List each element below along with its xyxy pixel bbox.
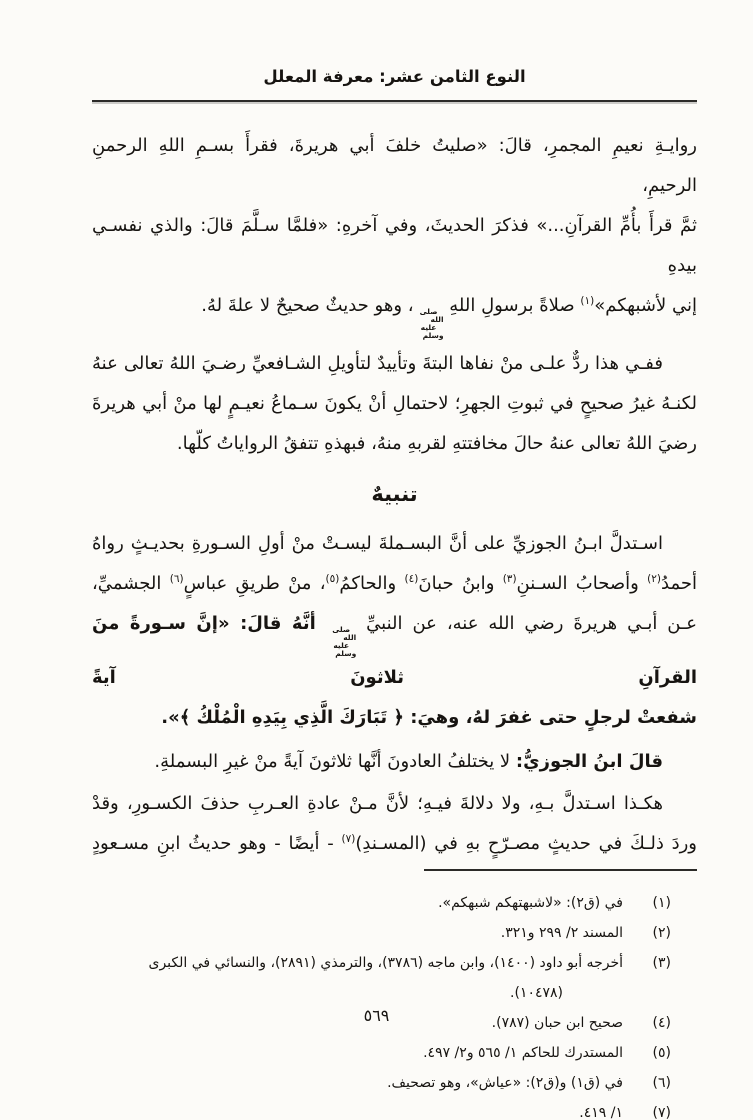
footnote-text: في (ق١) و(ق٢): «عياش»، وهو تصحيف. [387, 1075, 623, 1091]
body-line [92, 286, 697, 340]
text-column [92, 0, 697, 1120]
hadith-text: شفعتْ لرجلٍ حتى غفرَ لهُ، وهيَ: [403, 707, 697, 728]
footnote-number: (٥) [652, 1045, 671, 1061]
footnote-continuation: (١٠٤٧٨). [510, 985, 563, 1001]
footnote [92, 1068, 697, 1098]
footnote-number: (٧) [652, 1105, 671, 1120]
footnote [92, 1098, 697, 1120]
body-text: إني لأشبهكم»$^{(١)}$ صلاةً برسولِ اللهِ [443, 295, 697, 316]
body-line [92, 604, 697, 698]
footnote [92, 918, 697, 948]
body-line [92, 742, 697, 782]
body-line: وردَ ذلـكَ في حديثٍ مصـرّحٍ بهِ في (المسـندِ)$^{(٧)}$ - أيضًا - وهو حديثُ ابنِ مسـعودٍ [92, 833, 697, 854]
footnote-number: (٦) [652, 1075, 671, 1091]
pbuh-line: صلى الله [332, 625, 357, 642]
body-line: اسـتدلَّ ابـنُ الجوزيِّ على أنَّ البسـملةَ ليسـتْ منْ أولِ السـورةِ بحديـثٍ رواهُ [92, 533, 663, 554]
page-number: ٥٦٩ [363, 1006, 390, 1025]
body-line: ثمَّ قرأَ بأُمِّ القرآنِ...» فذكرَ الحديثَ، وفي آخرهِ: «فلمَّا سـلَّمَ قالَ: والذي نفسـي بيدهِ [92, 215, 697, 276]
body-line: روايـةِ نعيمِ المجمرِ، قالَ: «صليتُ خلفَ أبي هريرةَ، فقرأَ بسـمِ اللهِ الرحمنِ الرحيمِ، [92, 135, 697, 196]
footnote-text: ١/ ٤١٩. [579, 1105, 623, 1120]
body-text: ، وهو حديثٌ صحيحٌ لا علةَ لهُ. [201, 295, 414, 316]
footnote-text: المستدرك للحاكم ١/ ٥٦٥ و٢/ ٤٩٧. [423, 1045, 623, 1061]
paragraph-2 [92, 344, 697, 464]
pbuh-line: عليه وسلم [333, 641, 357, 658]
footnote-text: في (ق٢): «لاشبهتهكم شبهكم». [438, 895, 623, 911]
pbuh-mark-icon [414, 308, 444, 340]
footnote-text: أخرجه أبو داود (١٤٠٠)، وابن ماجه (٣٧٨٦)، والترمذي (٢٨٩١)، والنسائي في الكبرى [148, 955, 623, 971]
paragraph-4 [92, 742, 697, 782]
hadith-text: أنَّهُ قالَ: «إنَّ سـورةً منَ القرآنِ ثلاثونَ آيةً [92, 613, 697, 688]
footnote-text: صحيح ابن حبان (٧٨٧). [491, 1015, 623, 1031]
body-text: لا يختلفُ العادونَ أنَّها ثلاثونَ آيةً منْ غيرِ البسملةِ. [154, 751, 516, 772]
footnote [92, 1038, 697, 1068]
body-line: أحمدُ$^{(٢)}$ وأصحابُ السـننِ$^{(٣)}$ وابنُ حبانَ$^{(٤)}$ والحاكمُ$^{(٥)}$، منْ طريقِ عباسٍ$^{(٦)}$ الجشميِّ، [92, 573, 697, 594]
quran-verse: ﴿ تَبَارَكَ الَّذِي بِيَدِهِ الْمُلْكُ ﴾ [179, 707, 404, 728]
footnotes-block [92, 888, 697, 1120]
body-line: رضيَ اللهُ تعالى عنهُ حالَ مخافتتهِ لقربهِ منهُ، فبهذهِ تتفقُ الرواياتُ كلّها. [176, 433, 697, 454]
pbuh-mark-icon [326, 626, 356, 658]
body-text: عـن أبـي هريرةَ رضي الله عنه، عن النبيِّ [356, 613, 697, 634]
footnote [92, 888, 697, 918]
header-rule [92, 100, 697, 102]
body-line: ففـي هذا ردٌّ علـى منْ نفاها البتةَ وتأييدٌ لتأويلِ الشـافعيِّ رضـيَ اللهُ تعالى عنهُ [92, 353, 663, 374]
footnote [92, 948, 697, 978]
footnote-number: (٢) [652, 925, 671, 941]
footnote-number: (٣) [652, 955, 671, 971]
speaker-name: قالَ ابنُ الجوزيُّ: [515, 751, 663, 772]
section-heading: تنبيهٌ [371, 482, 418, 506]
pbuh-line: صلى الله [419, 307, 444, 324]
hadith-text: ». [161, 707, 180, 728]
body-line: هكـذا اسـتدلَّ بـهِ، ولا دلالةَ فيـهِ؛ لأنَّ مـنْ عادةِ العـربِ حذفَ الكسـورِ، وقدْ [92, 793, 663, 814]
pbuh-line: عليه وسلم [420, 323, 444, 340]
footnote-number: (٤) [652, 1015, 671, 1031]
footnote-separator [424, 869, 697, 871]
footnote-number: (١) [652, 895, 671, 911]
body-line [92, 698, 697, 738]
footnote-text: المسند ٢/ ٢٩٩ و٣٢١. [500, 925, 623, 941]
running-header: النوع الثامن عشر: معرفة المعلل [263, 67, 526, 86]
paragraph-3 [92, 524, 697, 738]
paragraph-1 [92, 126, 697, 340]
body-line: لكنـهُ غيرُ صحيحٍ في ثبوتِ الجهرِ؛ لاحتمالِ أنْ يكونَ سـماعُ نعيـمٍ لها منْ أبي هريرةَ [92, 393, 697, 414]
paragraph-5 [92, 784, 697, 864]
